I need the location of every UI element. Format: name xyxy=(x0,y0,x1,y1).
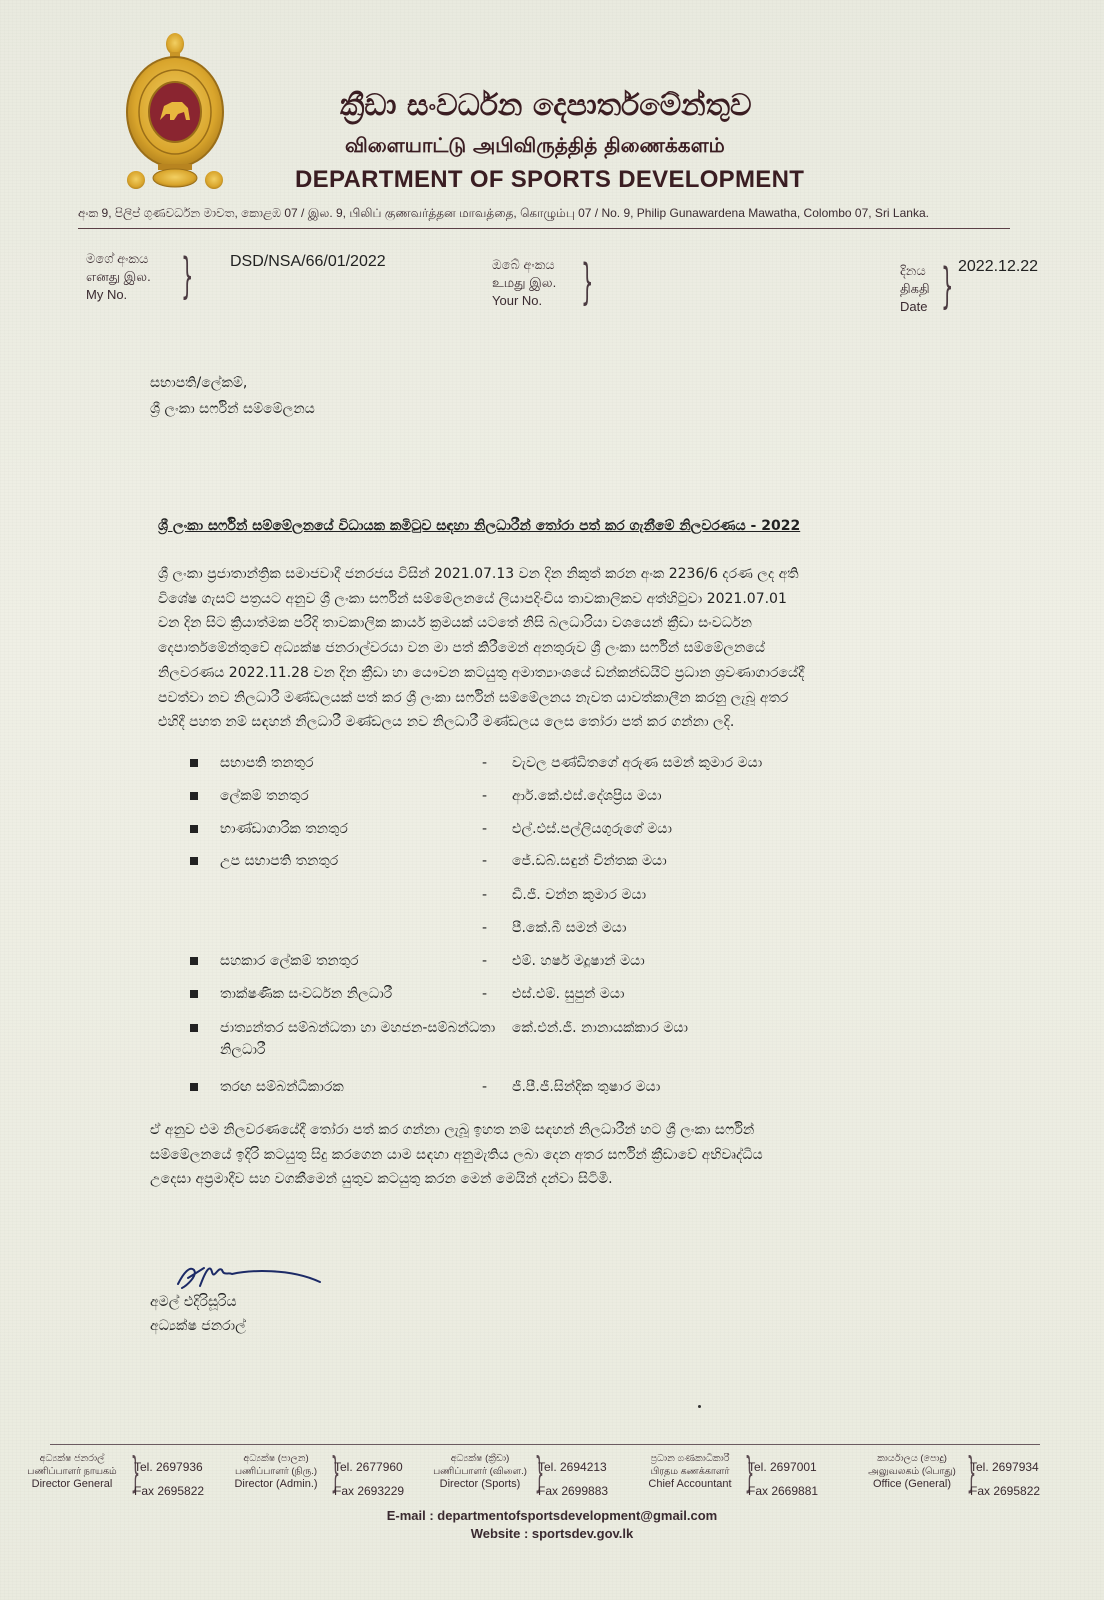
officer-name: ජී.පී.ජී.සින්දික තුෂාර මයා xyxy=(512,1079,661,1095)
footer-tel: Tel. 2677960 xyxy=(334,1460,403,1474)
officer-dash: - xyxy=(482,887,488,903)
date-label-si: දිනය xyxy=(900,263,926,278)
officer-dash: - xyxy=(482,986,488,1002)
footer-fax: Fax 2693229 xyxy=(334,1484,405,1498)
signatory-name: අමල් එදිරිසූරිය xyxy=(150,1294,237,1310)
footer-contact-si: ප්‍රධාන ගණකාධිකාරී xyxy=(650,1453,730,1464)
list-bullet-icon xyxy=(190,957,198,965)
footer-brace: } xyxy=(130,1448,141,1497)
my-no-label-ta: எனது இல. xyxy=(86,269,151,284)
list-bullet-icon xyxy=(190,990,198,998)
officer-dash: - xyxy=(482,920,488,936)
officer-role: ලේකම් තනතුර xyxy=(220,788,309,804)
footer-contact-si: අධ්‍යක්ෂ (ක්‍රීඩා) xyxy=(450,1453,510,1464)
footer-contact-en: Director (Admin.) xyxy=(234,1478,318,1490)
footer-tel: Tel. 2697934 xyxy=(970,1460,1039,1474)
footer-email: E-mail : departmentofsportsdevelopment@gmail.com xyxy=(386,1508,718,1523)
your-no-label-si: ඔබේ අංකය xyxy=(492,257,555,272)
signatory-title: අධ්‍යක්ෂ ජනරාල් xyxy=(150,1318,246,1334)
officer-role: උප සභාපති තනතුර xyxy=(220,853,339,869)
footer-contact-si: අධ්‍යක්ෂ (පාලන) xyxy=(243,1453,309,1464)
body-line: නිලවරණය 2022.11.28 වන දින ක්‍රීඩා හා යෞවන කටයුතු අමාත්‍යාංශයේ ඩන්කන්ඩයිට් ප්‍රධාන ශ්‍රවණාගාරයේදී xyxy=(158,664,805,681)
officer-name: එල්.එස්.පල්ලියගුරුගේ මයා xyxy=(512,821,672,837)
body-line: ශ්‍රී ලංකා ප්‍රජාතාන්ත්‍රික සමාජවාදී ජනරජය විසින් 2021.07.13 වන දින නිකුත් කරන අංක 2236/6 දරණ ලද අති xyxy=(158,566,799,582)
footer-fax: Fax 2699883 xyxy=(538,1484,609,1498)
body-line: විශේෂ ගැසට් පත්‍රයට අනුව ශ්‍රී ලංකා සර්ෆින් සම්මේලනයේ ලියාපදිංචිය තාවකාලිකව අත්හිටුවා 2021.07.01 xyxy=(158,590,787,607)
body-line: පවත්වා නව නිලධාරී මණ්ඩලයක් පත් කර ශ්‍රී ලංකා සර්ෆින් සම්මේලනය නැවත යාවත්කාලීන කරනු ලැබූ අතර xyxy=(158,689,789,706)
paper-speck xyxy=(698,1405,701,1408)
footer-brace: } xyxy=(966,1448,977,1497)
footer-contact-ta: பணிப்பாளர் (விளை.) xyxy=(433,1466,527,1477)
footer-fax: Fax 2695822 xyxy=(134,1484,205,1498)
footer-brace: } xyxy=(330,1448,341,1497)
footer-contact-en: Director General xyxy=(31,1478,113,1490)
footer-contact-ta: பணிப்பாளர் நாயகம் xyxy=(27,1466,117,1477)
footer-web-contacts xyxy=(0,1507,1104,1543)
addressee-line-2: ශ්‍රී ලංකා සර්ෆින් සම්මේලනය xyxy=(150,401,315,417)
footer-contact-en: Director (Sports) xyxy=(439,1478,521,1490)
date-label-ta: திகதி xyxy=(900,281,930,296)
footer-contact-en: Office (General) xyxy=(872,1478,952,1490)
officer-dash: - xyxy=(482,853,488,869)
footer-brace: } xyxy=(744,1448,755,1497)
footer-contact-ta: அலுவலகம் (பொது) xyxy=(868,1466,956,1477)
your-no-brace: } xyxy=(581,254,594,310)
footer-tel: Tel. 2694213 xyxy=(538,1460,607,1474)
my-no-value: DSD/NSA/66/01/2022 xyxy=(230,253,386,270)
department-title-tamil: விளையாட்டு அபிவிருத்தித் திணைக்களம் xyxy=(345,133,725,157)
officer-name: කේ.එන්.ජී. නානායක්කාර මයා xyxy=(512,1020,689,1036)
officer-role: තාක්ෂණික සංවර්ධන නිලධාරී xyxy=(220,986,393,1002)
officer-name: එස්.එම්. සුපුන් මයා xyxy=(512,986,625,1002)
department-title-sinhala: ක්‍රීඩා සංවර්ධන දෙපාර්තමේන්තුව xyxy=(340,88,752,123)
officer-role: ජාත්‍යන්තර සම්බන්ධතා හා මහජන-සම්බන්ධතා නිලධාරී xyxy=(220,1020,496,1058)
officer-dash: - xyxy=(482,1079,488,1095)
signatory-block xyxy=(150,1290,246,1338)
footer-website: Website : sportsdev.gov.lk xyxy=(470,1526,634,1541)
footer-contact-en: Chief Accountant xyxy=(648,1478,732,1490)
body-line: වන දින සිට ක්‍රියාත්මක පරිදි තාවකාලික කාර්ය ක්‍රමයක් යටතේ නිසි බලධාරියා වශයෙන් ක්‍රීඩා සංවර්ධන xyxy=(158,615,752,632)
department-address: අංක 9, පිලිප් ගුණවර්ධන මාවත, කොළඹ 07 / இல. 9, பிலிப் குணவர்த்தன மாவத்தை, கொழும்பு 07 / No. 9, Philip Gunawardena Mawatha, Colombo 07, Sri Lanka. xyxy=(78,206,929,220)
footer-contact-ta: பணிப்பாளர் (நிரு.) xyxy=(234,1466,318,1477)
department-title-english: DEPARTMENT OF SPORTS DEVELOPMENT xyxy=(295,166,805,193)
footer-contact-si: අධ්‍යක්ෂ ජනරාල් xyxy=(39,1453,105,1464)
officer-name: ජේ.ඩබ්.සඳුන් චින්තක මයා xyxy=(512,853,667,869)
officer-name: ආර්.කේ.එස්.දේශප්‍රිය මයා xyxy=(512,788,662,804)
officer-name: වැවල පණ්ඩිතගේ අරුණ සමන් කුමාර මයා xyxy=(512,755,763,771)
footer-divider xyxy=(50,1444,1040,1445)
date-label xyxy=(900,262,930,316)
list-bullet-icon xyxy=(190,857,198,865)
date-label-en: Date xyxy=(900,299,928,314)
footer-contact-si: කාර්යාලය (පොදු) xyxy=(877,1453,947,1464)
body-line: දෙපාර්තමේන්තුවේ අධ්‍යක්ෂ ජනරාල්වරයා වන මා පත් කිරීමෙන් අනතුරුව ශ්‍රී ලංකා සර්ෆින් සම්මේලනයේ xyxy=(158,640,765,657)
footer-fax: Fax 2669881 xyxy=(748,1484,819,1498)
list-bullet-icon xyxy=(190,759,198,767)
closing-line: උදෙසා අප්‍රමාදීව සහ වගකීමෙන් යුතුව කටයුතු කරන මෙන් මෙයින් දන්වා සිටිමි. xyxy=(150,1171,613,1188)
your-no-label-en: Your No. xyxy=(492,293,543,308)
officer-dash: - xyxy=(482,821,488,837)
letter-subject: ශ්‍රී ලංකා සර්ෆින් සම්මේලනයේ විධායක කමිටුව සඳහා නිලධාරීන් තෝරා පත් කර ගැනීමේ නිලවරණය - 2022 xyxy=(158,518,801,534)
my-no-label-si: මගේ අංකය xyxy=(86,251,149,266)
officer-name: පී.කේ.බී සමන් මයා xyxy=(512,920,627,936)
closing-line: සම්මේලනයේ ඉදිරි කටයුතු සිදු කරගෙන යාම සඳහා අනුමැතිය ලබා දෙන අතර සර්ෆින් ක්‍රීඩාවේ අභිවෘද්ධිය xyxy=(150,1146,763,1163)
header-divider xyxy=(78,228,1010,229)
list-bullet-icon xyxy=(190,1083,198,1091)
footer-fax: Fax 2695822 xyxy=(970,1484,1041,1498)
closing-paragraph xyxy=(150,1118,958,1192)
date-brace: } xyxy=(941,258,954,314)
closing-line: ඒ අනුව එම නිලවරණයේදී තෝරා පත් කර ගන්නා ලැබූ ඉහත නම් සඳහන් නිලධාරීන් හට ශ්‍රී ලංකා සර්ෆින් xyxy=(150,1122,755,1138)
officer-role: සභාපති තනතුර xyxy=(220,755,314,771)
addressee-line-1: සභාපති/ලේකම්, xyxy=(150,375,248,391)
footer-brace: } xyxy=(534,1448,545,1497)
date-value: 2022.12.22 xyxy=(958,258,1039,275)
list-bullet-icon xyxy=(190,825,198,833)
my-no-label xyxy=(86,250,151,304)
your-no-label xyxy=(492,256,556,310)
list-bullet-icon xyxy=(190,1024,198,1032)
body-paragraph xyxy=(158,562,958,735)
sri-lanka-emblem-icon xyxy=(120,30,230,190)
my-no-label-en: My No. xyxy=(86,287,128,302)
officer-role: සහකාර ලේකම් තනතුර xyxy=(220,953,359,969)
my-no-brace: } xyxy=(181,248,194,304)
officer-name: ඩී.ජී. චන්න කුමාර මයා xyxy=(512,887,647,903)
body-line: එහිදී පහත නම් සඳහන් නිලධාරී මණ්ඩලය නව නිලධාරී මණ්ඩලය ලෙස තෝරා පත් කර ගන්නා ලදි. xyxy=(158,714,735,731)
your-no-label-ta: உமது இல. xyxy=(492,275,557,290)
officer-dash: - xyxy=(482,755,488,771)
addressee-block xyxy=(150,370,315,422)
officer-role: භාණ්ඩාගාරික තනතුර xyxy=(220,821,348,837)
officer-name: එම්. හර්ෂ මදූෂාන් මයා xyxy=(512,953,645,969)
list-bullet-icon xyxy=(190,792,198,800)
officer-role: තරඟ සම්බන්ධීකාරක xyxy=(220,1079,344,1095)
footer-tel: Tel. 2697936 xyxy=(134,1460,203,1474)
officer-dash: - xyxy=(482,788,488,804)
footer-tel: Tel. 2697001 xyxy=(748,1460,817,1474)
officer-dash: - xyxy=(482,953,488,969)
footer-contact-ta: பிரதம கணக்காளர் xyxy=(650,1466,730,1477)
